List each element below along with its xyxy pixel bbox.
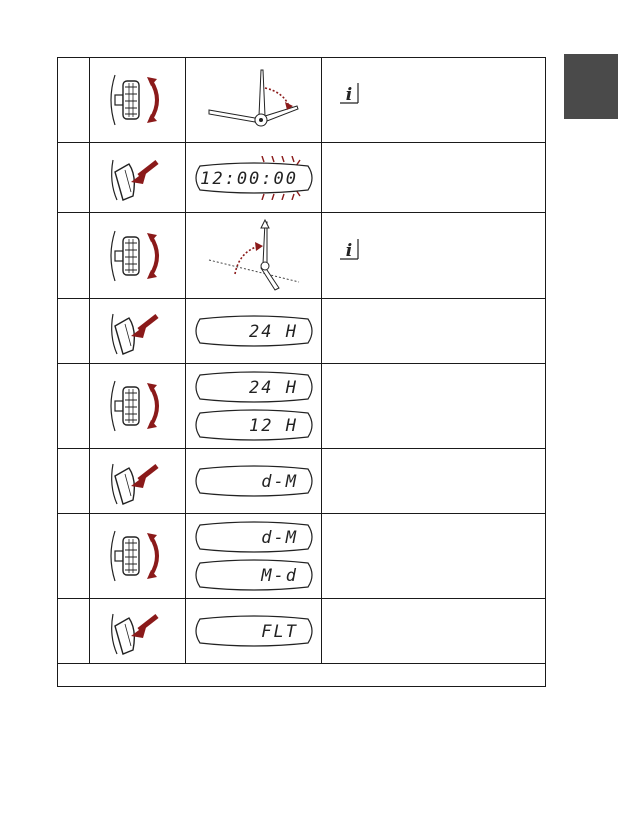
step-row: [58, 449, 546, 514]
step-row: [58, 143, 546, 213]
step-number-cell: [58, 299, 90, 364]
crown-rotate-icon: [103, 69, 173, 131]
step-action-cell: [90, 299, 186, 364]
step-action-cell: [90, 213, 186, 299]
step-action-cell: [90, 58, 186, 143]
pusher-press-icon: [103, 454, 173, 509]
step-note-cell: [322, 58, 546, 143]
lcd-display: [192, 156, 316, 200]
step-number-cell: [58, 514, 90, 599]
step-row: [58, 58, 546, 143]
lcd-text: M-d: [260, 566, 298, 586]
footer-cell: [58, 664, 546, 687]
steps-table: [57, 57, 546, 687]
info-icon: [338, 237, 360, 261]
step-row: [58, 599, 546, 664]
info-icon: [338, 81, 360, 105]
step-display-cell: [186, 143, 322, 213]
watch-hands-icon: [199, 218, 309, 294]
pusher-press-icon: [103, 604, 173, 659]
step-row: [58, 364, 546, 449]
svg-text:i: i: [345, 240, 353, 261]
step-note-cell: [322, 449, 546, 514]
chapter-tab: [564, 54, 618, 119]
step-note-cell: [322, 143, 546, 213]
step-number-cell: [58, 449, 90, 514]
step-action-cell: [90, 364, 186, 449]
step-display-cell: [186, 514, 322, 599]
table-footer-row: [58, 664, 546, 687]
crown-rotate-icon: [103, 525, 173, 587]
step-row: [58, 299, 546, 364]
step-note-cell: [322, 599, 546, 664]
step-action-cell: [90, 449, 186, 514]
lcd-text: 12 H: [248, 416, 298, 436]
step-note-cell: [322, 514, 546, 599]
step-display-cell: [186, 58, 322, 143]
lcd-text: d-M: [260, 528, 298, 548]
step-number-cell: [58, 58, 90, 143]
step-action-cell: [90, 514, 186, 599]
pusher-press-icon: [103, 304, 173, 359]
lcd-text: 24 H: [248, 322, 298, 342]
lcd-display: [192, 315, 316, 347]
lcd-text: 24 H: [248, 378, 298, 398]
lcd-text: 12:00:00: [199, 168, 298, 189]
step-action-cell: [90, 143, 186, 213]
step-display-cell: [186, 449, 322, 514]
crown-rotate-icon: [103, 225, 173, 287]
lcd-text: d-M: [260, 472, 298, 492]
step-display-cell: [186, 299, 322, 364]
svg-text:i: i: [345, 85, 353, 105]
step-action-cell: [90, 599, 186, 664]
lcd-text: FLT: [260, 622, 298, 642]
lcd-display: [192, 371, 316, 403]
step-number-cell: [58, 599, 90, 664]
lcd-display: [192, 615, 316, 647]
step-display-cell: [186, 599, 322, 664]
step-number-cell: [58, 364, 90, 449]
step-display-cell: [186, 364, 322, 449]
step-number-cell: [58, 143, 90, 213]
step-note-cell: [322, 364, 546, 449]
watch-hands-icon: [199, 66, 309, 134]
step-note-cell: [322, 299, 546, 364]
step-number-cell: [58, 213, 90, 299]
pusher-press-icon: [103, 150, 173, 205]
lcd-display: [192, 521, 316, 553]
crown-rotate-icon: [103, 375, 173, 437]
lcd-display: [192, 465, 316, 497]
step-display-cell: [186, 213, 322, 299]
step-row: [58, 213, 546, 299]
step-row: [58, 514, 546, 599]
lcd-display: [192, 559, 316, 591]
lcd-display: [192, 409, 316, 441]
step-note-cell: [322, 213, 546, 299]
